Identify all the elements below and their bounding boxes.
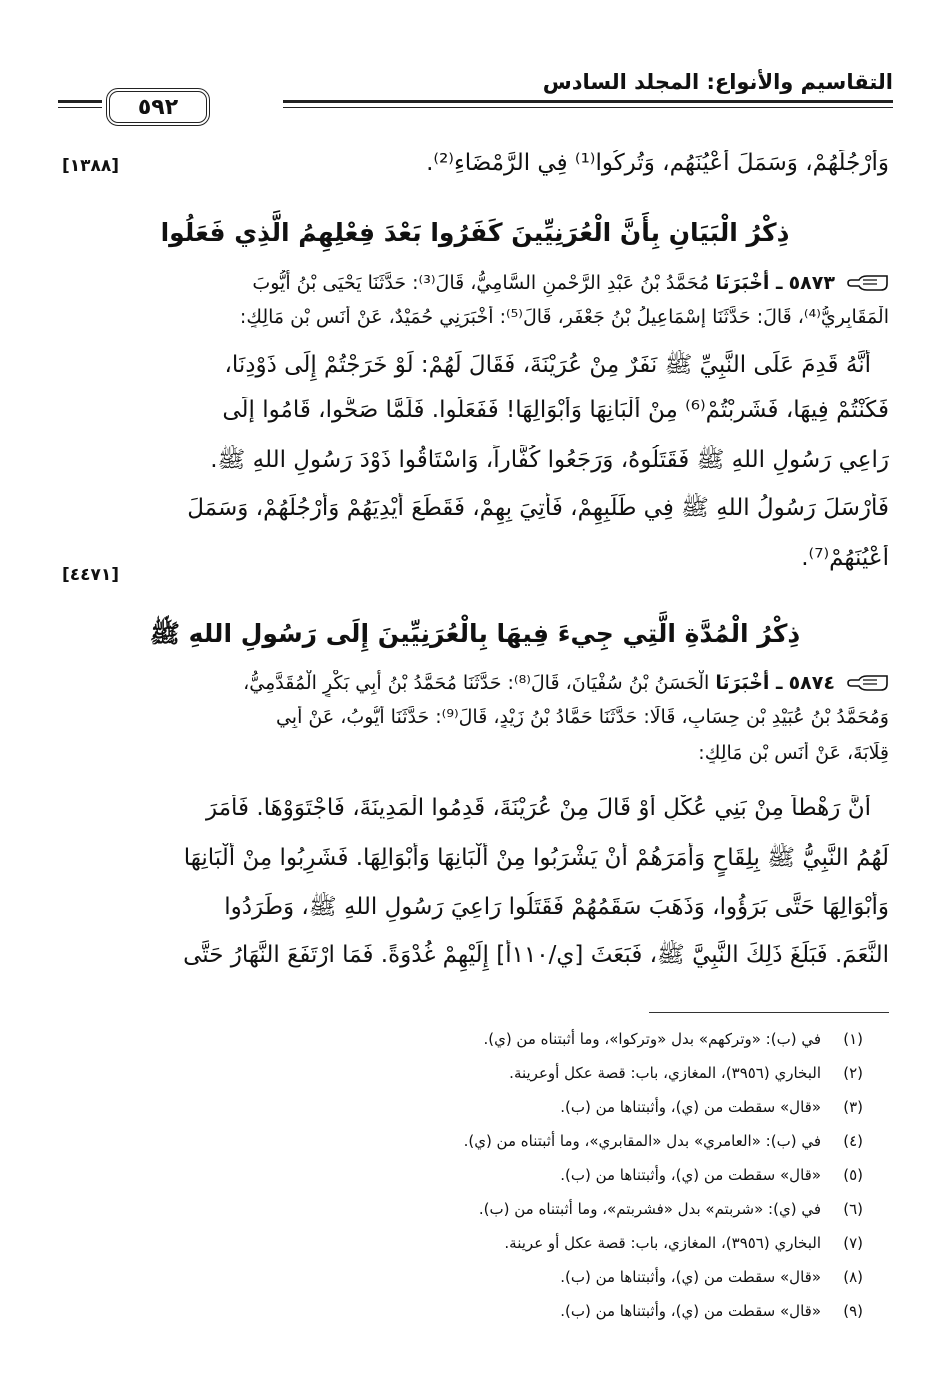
footnote-number: (٦) [843,1200,863,1218]
header-rule-left [58,100,102,103]
header-rule-left-thin [58,107,102,108]
footnote-number: (٥) [843,1166,863,1184]
matn-line: فَأَرْسَلَ رَسُولُ اللهِ ﷺ فِي طَلَبِهِمْ، فَأُتِيَ بِهِمْ، فَقَطَعَ أَيْدِيَهُمْ وَأَرْجُلَهُمْ، وَسَمَلَ [187,495,889,521]
page-number: ٥٩٢ [137,94,179,120]
matn-line: أَنَّهُ قَدِمَ عَلَى النَّبِيِّ ﷺ نَفَرٌ مِنْ عُرَيْنَةَ، فَقَالَ لَهُمْ: لَوْ خَرَجْتُمْ إِلَى ذَوْدِنَا، [224,352,871,378]
isnad-text: مُحَمَّدُ بْنُ عَبْدِ الرَّحْمنِ السَّامِيُّ، قَالَ⁽³⁾: حَدَّثَنَا يَحْيَى بْنُ أَيُّوبَ [252,272,710,294]
footnote-text: في (ب): «وتركهم» بدل «وتركوا»، وما أثبتناه من (ي). [483,1030,821,1048]
header-rule [283,100,893,103]
reference-number: [١٣٨٨] [62,156,120,176]
footnote-text: في (ي): «شربتم» بدل «فشربتم»، وما أثبتناه من (ب). [478,1200,821,1218]
footnote [479,1200,863,1218]
continuation-line: وَأَرْجُلَهُمْ، وَسَمَلَ أَعْيُنَهُم، وَتُرِكُوا⁽¹⁾ فِي الرَّمْضَاءِ⁽²⁾. [426,150,889,176]
footnote [504,1234,863,1252]
isnad-line: الْمَقَابِرِيُّ⁽⁴⁾، قَالَ: حَدَّثَنَا إِسْمَاعِيلُ بْنُ جَعْفَرٍ، قَالَ⁽⁵⁾: أَخْبَرَنِي حُمَيْدٌ، عَنْ أَنَسِ بْنِ مَالِكٍ: [239,306,889,328]
footnote-text: في (ب): «العامري» بدل «المقابري»، وما أثبتناه من (ي). [463,1132,821,1150]
hadith-number: ٥٨٧٤ [788,672,835,694]
hadith-number: ٥٨٧٣ [788,272,835,294]
page-number-badge [106,88,210,126]
isnad-line: وَمُحَمَّدُ بْنُ عُبَيْدِ بْنِ حِسَابٍ، قَالَا: حَدَّثَنَا حَمَّادُ بْنُ زَيْدٍ، قَالَ⁽⁹⁾: حَدَّثَنَا أَيُّوبُ، عَنْ أَبِي [275,706,889,728]
footnote-number: (٢) [843,1064,863,1082]
footnote [483,1030,863,1048]
footnote-number: (٣) [843,1098,863,1116]
footnote-number: (٧) [843,1234,863,1252]
matn-line: رَاعِي رَسُولِ اللهِ ﷺ فَقَتَلُوهُ، وَرَجَعُوا كُفَّاراً، وَاسْتَاقُوا ذَوْدَ رَسُولِ اللهِ ﷺ. [210,447,889,473]
header-rule-thin [283,107,893,108]
footnote-text: البخاري (٣٩٥٦)، المغازي، باب: قصة عكل أو عرينة. [504,1234,821,1252]
isnad-text: الْحَسَنُ بْنُ سُفْيَانَ، قَالَ⁽⁸⁾: حَدَّثَنَا مُحَمَّدُ بْنُ أَبِي بَكْرٍ الْمُقَدَّمِيُّ، [243,672,710,694]
matn-line: وَأَبْوَالِهَا حَتَّى بَرَؤُوا، وَذَهَبَ سَقَمُهُمْ فَقَتَلُوا رَاعِيَ رَسُولِ اللهِ ﷺ، وَطَرَدُوا [224,894,889,920]
footnote-number: (٨) [843,1268,863,1286]
matn-line: النَّعَمَ. فَبَلَغَ ذَلِكَ النَّبِيَّ ﷺ، فَبَعَثَ [ي/١١٠أ] إِلَيْهِمْ غُدْوَةً. فَمَا ارْتَفَعَ النَّهَارُ حَتَّى [183,942,889,968]
footnote-text: البخاري (٣٩٥٦)، المغازي، باب: قصة عكل أوعرينة. [509,1064,821,1082]
footnote [464,1132,863,1150]
footnote-text: «قال» سقطت من (ي)، وأثبتناها من (ب). [560,1166,821,1184]
isnad-line [61,670,889,697]
footnote [560,1098,863,1116]
matn-line: لَهُمُ النَّبِيُّ ﷺ بِلِقَاحٍ وَأَمَرَهُمْ أَنْ يَشْرَبُوا مِنْ أَلْبَانِهَا وَأَبْوَالِهَا. فَشَرِبُوا مِنْ أَلْبَانِهَا [183,845,889,871]
pointing-hand-icon [847,270,889,297]
matn-line: فَكُنْتُمْ فِيهَا، فَشَرِبْتُمْ⁽⁶⁾ مِنْ أَلْبَانِهَا وَأَبْوَالِهَا! فَفَعَلُوا. فَلَمَّا صَحُّوا، قَامُوا إِلَى [222,397,889,423]
footnote-text: «قال» سقطت من (ي)، وأثبتناها من (ب). [560,1098,821,1116]
matn-line: أَنَّ رَهْطاً مِنْ بَنِي عُكْلٍ أَوْ قَالَ مِنْ عُرَيْنَةَ، قَدِمُوا الْمَدِينَةَ، فَاجْتَوَوْهَا. فَأَمَرَ [206,795,871,821]
isnad-line: قِلَابَةَ، عَنْ أَنَسِ بْنِ مَالِكٍ: [698,742,889,764]
footnote [560,1166,863,1184]
matn-line: أَعْيُنَهُمْ⁽⁷⁾. [801,545,889,571]
reference-number: [٤٤٧١] [62,565,120,585]
footnote [509,1064,863,1082]
footnote [560,1268,863,1286]
footnote-number: (٤) [843,1132,863,1150]
footnote-separator [649,1012,889,1013]
footnote-text: «قال» سقطت من (ي)، وأثبتناها من (ب). [560,1302,821,1320]
akhbarana-label: ـ أَخْبَرَنَا [715,272,783,294]
section-heading: ذِكْرُ الْبَيَانِ بِأَنَّ الْعُرَنِيِّينَ كَفَرُوا بَعْدَ فِعْلِهِمُ الَّذِي فَعَلُوا [160,218,790,247]
footnote-number: (٩) [843,1302,863,1320]
footnote-number: (١) [843,1030,863,1048]
footnote [560,1302,863,1320]
running-head: التقاسيم والأنواع: المجلد السادس [542,70,893,94]
footnote-text: «قال» سقطت من (ي)، وأثبتناها من (ب). [560,1268,821,1286]
pointing-hand-icon [847,670,889,697]
akhbarana-label: ـ أَخْبَرَنَا [715,672,783,694]
isnad-line [61,270,889,297]
section-heading: ذِكْرُ الْمُدَّةِ الَّتِي جِيءَ فِيهَا بِالْعُرَنِيِّينَ إِلَى رَسُولِ اللهِ ﷺ [149,619,801,648]
